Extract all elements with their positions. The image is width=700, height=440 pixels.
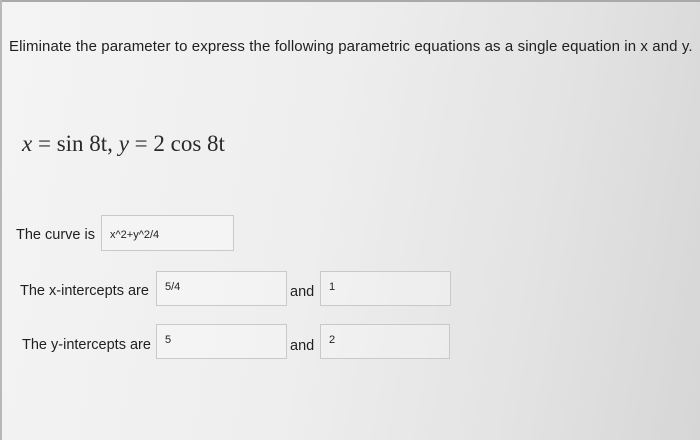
equation-x-variable: x: [22, 131, 33, 156]
x-intercept-2-field[interactable]: 1: [320, 271, 451, 306]
equation-equals-2: =: [134, 131, 148, 156]
x-intercept-1-field[interactable]: 5/4: [156, 271, 287, 306]
parametric-equation: [22, 131, 225, 157]
y-intercept-1-field[interactable]: 5: [156, 324, 287, 359]
x-intercepts-label: The x-intercepts are: [20, 283, 149, 299]
y-intercepts-and-label: and: [290, 338, 315, 354]
left-divider: [0, 0, 2, 440]
curve-answer-field[interactable]: x^2+y^2/4: [101, 215, 234, 251]
y-intercepts-label: The y-intercepts are: [22, 337, 151, 353]
y-intercept-2-field[interactable]: 2: [320, 324, 450, 359]
top-divider: [0, 0, 700, 2]
curve-label: The curve is: [16, 227, 95, 243]
equation-equals-1: =: [37, 131, 51, 156]
question-text: Eliminate the parameter to express the following parametric equations as a single equation in x and y.: [9, 38, 693, 55]
equation-y-variable: y: [118, 131, 129, 156]
equation-x-rhs: sin 8t,: [56, 131, 113, 156]
x-intercepts-and-label: and: [290, 284, 315, 300]
equation-y-rhs: 2 cos 8t: [153, 131, 225, 156]
